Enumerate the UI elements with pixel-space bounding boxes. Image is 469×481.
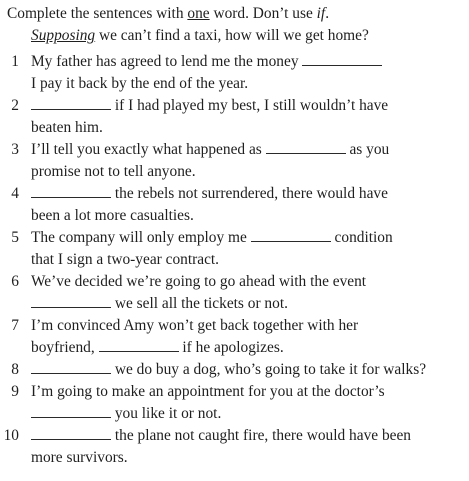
exercise-item-4 — [0, 183, 469, 227]
item-line-1 — [31, 183, 388, 205]
item-text: you like it or not. — [111, 405, 222, 422]
item-text: we sell all the tickets or not. — [111, 295, 288, 312]
item-line-2 — [31, 337, 284, 359]
instructions-emphasis: one — [187, 5, 210, 22]
item-line-1 — [31, 271, 366, 293]
item-line-2 — [31, 205, 194, 227]
exercise-item-5 — [0, 227, 469, 271]
item-line-1 — [31, 425, 411, 447]
exercise-item-6 — [0, 271, 469, 315]
answer-blank[interactable] — [31, 293, 111, 308]
item-text: that I sign a two-year contract. — [31, 251, 220, 268]
instructions-text-end: . — [325, 5, 330, 22]
item-number: 2 — [11, 97, 19, 114]
answer-blank[interactable] — [302, 51, 382, 66]
item-line-1 — [31, 139, 389, 161]
item-text: been a lot more casualties. — [31, 207, 194, 224]
item-line-2 — [31, 293, 288, 315]
item-text: I pay it back by the end of the year. — [31, 75, 249, 92]
answer-blank[interactable] — [99, 337, 179, 352]
item-text: My father has agreed to lend me the money — [31, 53, 303, 70]
item-number: 9 — [11, 383, 19, 400]
item-number: 7 — [11, 317, 19, 334]
item-text: promise not to tell anyone. — [31, 163, 196, 180]
item-line-1 — [31, 359, 426, 381]
example-rest: we can’t find a taxi, how will we get home? — [95, 27, 369, 44]
exercise-item-2 — [0, 95, 469, 139]
item-text: We’ve decided we’re going to go ahead with the event — [31, 273, 367, 290]
instructions-forbidden-word: if — [316, 5, 326, 22]
item-text: if he apologizes. — [178, 339, 284, 356]
answer-blank[interactable] — [31, 95, 111, 110]
answer-blank[interactable] — [266, 139, 346, 154]
item-line-2 — [31, 161, 196, 183]
item-line-1 — [31, 95, 388, 117]
item-line-2 — [31, 73, 248, 95]
item-text: we do buy a dog, who’s going to take it for walks? — [111, 361, 427, 378]
instructions-text: Complete the sentences with — [7, 5, 188, 22]
exercise-item-3 — [0, 139, 469, 183]
answer-blank[interactable] — [31, 359, 111, 374]
item-text: boyfriend, — [31, 339, 99, 356]
item-line-2 — [31, 403, 221, 425]
item-text: I’m going to make an appointment for you at the doctor’s — [31, 383, 385, 400]
item-text: I’ll tell you exactly what happened as — [31, 141, 266, 158]
item-number: 6 — [11, 273, 19, 290]
item-line-1 — [31, 51, 382, 73]
item-line-1 — [31, 315, 358, 337]
item-line-1 — [31, 381, 385, 403]
exercise-item-7 — [0, 315, 469, 359]
example-sentence — [31, 25, 369, 47]
item-text: I’m convinced Amy won’t get back together with her — [31, 317, 359, 334]
item-line-2 — [31, 249, 219, 271]
item-text: if I had played my best, I still wouldn’t have — [111, 97, 389, 114]
item-text: condition — [330, 229, 393, 246]
item-text: as you — [345, 141, 390, 158]
item-text: beaten him. — [31, 119, 103, 136]
item-text: the rebels not surrendered, there would have — [111, 185, 388, 202]
item-text: the plane not caught fire, there would have been — [111, 427, 411, 444]
item-number: 3 — [11, 141, 19, 158]
item-text: The company will only employ me — [31, 229, 251, 246]
item-text: more survivors. — [31, 449, 128, 466]
exercise-item-8 — [0, 359, 469, 381]
item-number: 10 — [3, 427, 19, 444]
item-line-1 — [31, 227, 393, 249]
answer-blank[interactable] — [251, 227, 331, 242]
exercise-item-1 — [0, 51, 469, 95]
instructions — [7, 3, 329, 25]
answer-blank[interactable] — [31, 183, 111, 198]
answer-blank[interactable] — [31, 403, 111, 418]
exercise-item-10 — [0, 425, 469, 469]
item-line-2 — [31, 117, 103, 139]
item-number: 1 — [11, 53, 19, 70]
instructions-text-middle: word. Don’t use — [209, 5, 317, 22]
exercise-item-9 — [0, 381, 469, 425]
item-line-2 — [31, 447, 128, 469]
item-number: 5 — [11, 229, 19, 246]
answer-blank[interactable] — [31, 425, 111, 440]
example-answer: Supposing — [31, 27, 96, 44]
item-number: 4 — [11, 185, 19, 202]
item-number: 8 — [11, 361, 19, 378]
